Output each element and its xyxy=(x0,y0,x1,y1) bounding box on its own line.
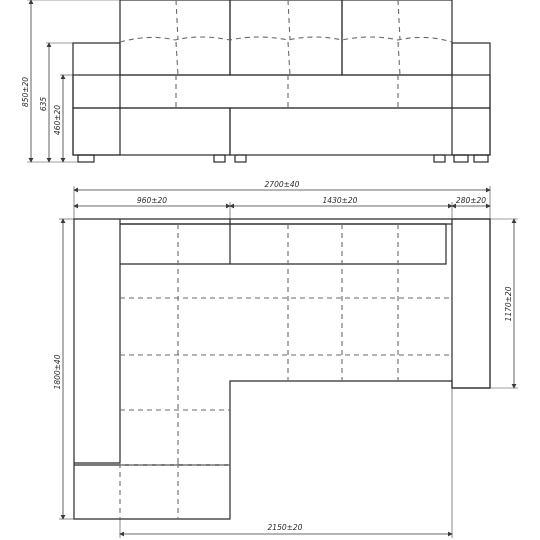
right-arm xyxy=(452,43,490,155)
base-right xyxy=(230,108,490,155)
label-total-height: 850±20 xyxy=(21,76,30,108)
seat-front xyxy=(73,75,490,108)
label-arm-height: 635 xyxy=(39,96,48,112)
left-arm xyxy=(73,43,120,155)
label-total-length: 2700±40 xyxy=(264,180,300,189)
back-cushion-right xyxy=(342,0,452,75)
top-view xyxy=(53,180,518,538)
base-left xyxy=(73,108,230,155)
label-main-width: 1430±20 xyxy=(322,196,358,205)
foot xyxy=(434,155,445,162)
label-seat-height: 460±20 xyxy=(53,104,62,136)
right-arm-top xyxy=(452,219,490,388)
front-view xyxy=(21,0,490,162)
back-cushion-row xyxy=(120,224,446,264)
label-chaise-depth: 1800±40 xyxy=(53,354,62,390)
foot xyxy=(78,155,94,162)
back-cushion-seam xyxy=(120,37,452,42)
label-arm-width: 280±20 xyxy=(455,196,487,205)
foot xyxy=(214,155,225,162)
foot xyxy=(454,155,468,162)
label-right-depth: 1170±20 xyxy=(504,286,513,322)
label-chaise-width: 960±20 xyxy=(136,196,168,205)
foot xyxy=(235,155,246,162)
foot xyxy=(474,155,488,162)
label-bottom-length: 2150±20 xyxy=(267,523,303,532)
